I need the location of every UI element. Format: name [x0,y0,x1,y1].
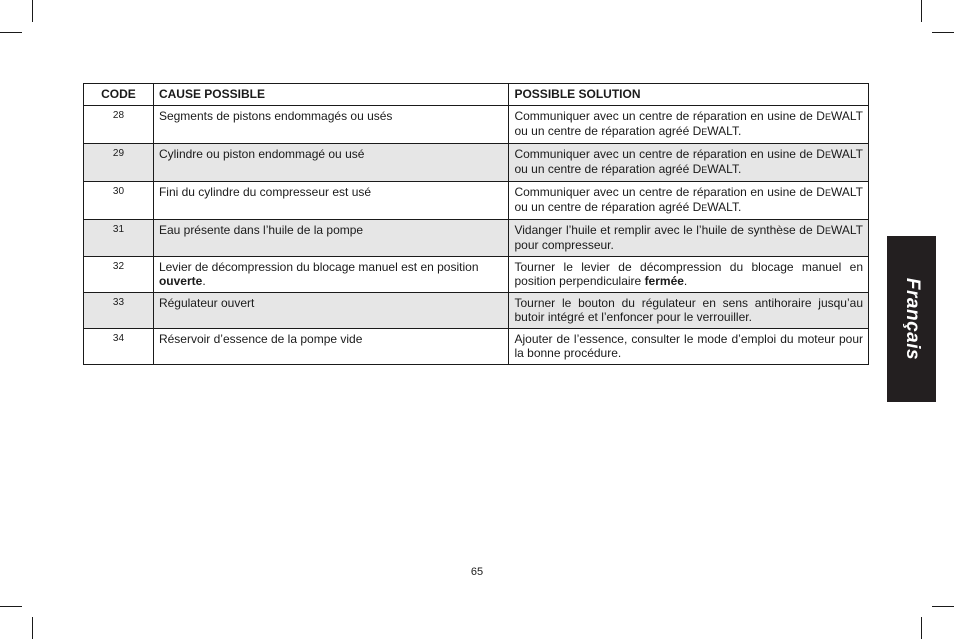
header-cause: CAUSE POSSIBLE [153,84,509,106]
row-code: 32 [84,257,154,293]
crop-mark-top-left-h [0,32,22,33]
table-row [84,257,869,293]
header-code: CODE [84,84,154,106]
table-header-row [84,84,869,106]
row-solution: Tourner le bouton du régulateur en sens antihoraire jusqu’au butoir intégré et l’enfoncer pour le verrouiller. [509,293,869,329]
crop-mark-top-right-v [921,0,922,22]
crop-mark-top-left-v [32,0,33,22]
header-solution: POSSIBLE SOLUTION [509,84,869,106]
row-solution: Communiquer avec un centre de réparation en usine de DEWALT ou un centre de réparation agréé DEWALT. [509,106,869,144]
table-row [84,106,869,144]
row-code: 31 [84,220,154,257]
table-row [84,293,869,329]
crop-mark-bottom-left-v [32,617,33,639]
row-solution: Communiquer avec un centre de réparation en usine de DEWALT ou un centre de réparation agréé DEWALT. [509,182,869,220]
table-row [84,144,869,182]
page-number: 65 [470,566,484,578]
row-cause: Cylindre ou piston endommagé ou usé [153,144,509,182]
row-solution: Communiquer avec un centre de réparation en usine de DEWALT ou un centre de réparation agréé DEWALT. [509,144,869,182]
row-code: 33 [84,293,154,329]
crop-mark-bottom-right-v [921,617,922,639]
table-row [84,329,869,365]
row-cause: Segments de pistons endommagés ou usés [153,106,509,144]
row-cause: Eau présente dans l’huile de la pompe [153,220,509,257]
row-code: 34 [84,329,154,365]
crop-mark-top-right-h [932,32,954,33]
row-solution: Tourner le levier de décompression du blocage manuel en position perpendiculaire fermée. [509,257,869,293]
row-code: 28 [84,106,154,144]
troubleshooting-table [83,83,869,365]
row-cause: Régulateur ouvert [153,293,509,329]
row-code: 29 [84,144,154,182]
table-row [84,182,869,220]
language-tab-label: Français [901,277,923,361]
row-solution: Vidanger l’huile et remplir avec le l’huile de synthèse de DEWALT pour compresseur. [509,220,869,257]
row-solution: Ajouter de l’essence, consulter le mode d’emploi du moteur pour la bonne procédure. [509,329,869,365]
row-cause: Levier de décompression du blocage manuel est en position ouverte. [153,257,509,293]
crop-mark-bottom-right-h [932,606,954,607]
table-row [84,220,869,257]
row-cause: Fini du cylindre du compresseur est usé [153,182,509,220]
crop-mark-bottom-left-h [0,606,22,607]
language-tab [887,236,936,402]
row-code: 30 [84,182,154,220]
row-cause: Réservoir d’essence de la pompe vide [153,329,509,365]
